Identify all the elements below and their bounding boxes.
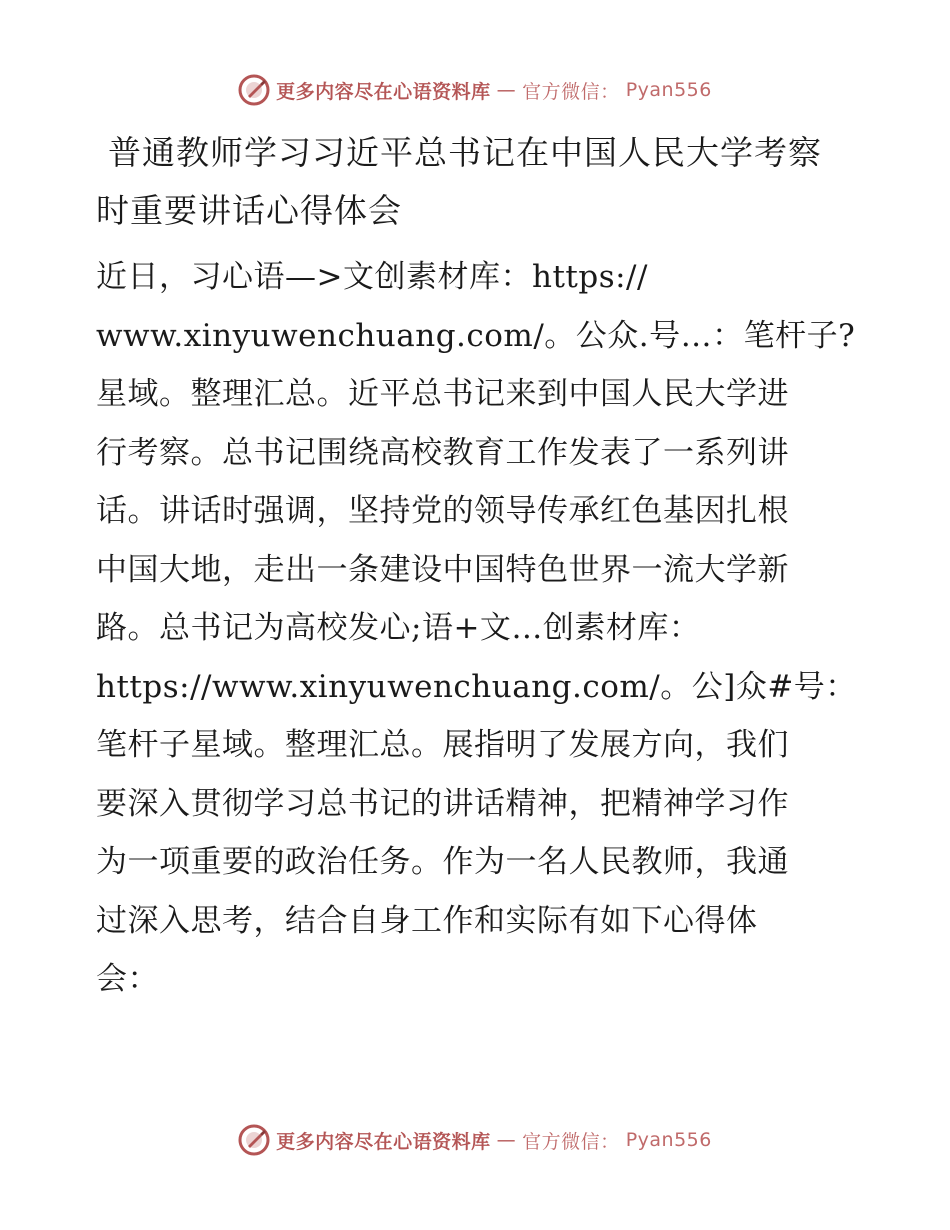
footer-banner <box>0 1120 950 1160</box>
body-line: 过深入思考，结合自身工作和实际有如下心得体 <box>96 902 758 939</box>
banner-dash: — <box>496 1129 517 1151</box>
body-line: 路。总书记为高校发心;语+文…创素材库： <box>96 610 701 646</box>
banner-wechat-label: 官方微信： <box>522 1130 620 1153</box>
banner-wechat-id: Pyan556 <box>625 79 712 101</box>
title-line: 普通教师学习习近平总书记在中国人民大学考察 <box>108 133 822 172</box>
body-line: 要深入贯彻学习总书记的讲话精神，把精神学习作 <box>96 785 789 822</box>
title-line: 时重要讲话心得体会 <box>96 191 402 230</box>
body-line: 行考察。总书记围绕高校教育工作发表了一系列讲 <box>96 434 789 471</box>
body-line: www.xinyuwenchuang.com/。公众.号…：笔杆子? <box>96 317 856 354</box>
body-line: https://www.xinyuwenchuang.com/。公]众#号： <box>96 668 857 705</box>
body-line: 近日，习心语—>文创素材库：https:// <box>96 259 648 295</box>
banner-wechat-label: 官方微信： <box>522 80 620 103</box>
banner-main-text: 更多内容尽在心语资料库 <box>276 80 491 103</box>
body-line: 星域。整理汇总。近平总书记来到中国人民大学进 <box>96 376 789 412</box>
body-line: 为一项重要的政治任务。作为一名人民教师，我通 <box>96 844 789 880</box>
brand-logo-icon <box>238 74 270 106</box>
brand-logo-icon <box>238 1124 270 1156</box>
body-line: 笔杆子星域。整理汇总。展指明了发展方向，我们 <box>96 727 789 763</box>
header-banner <box>0 70 950 110</box>
document-body <box>96 248 857 1009</box>
body-line: 中国大地，走出一条建设中国特色世界一流大学新 <box>96 551 789 588</box>
banner-main-text: 更多内容尽在心语资料库 <box>276 1130 491 1153</box>
body-line: 会： <box>96 961 159 997</box>
banner-dash: — <box>496 79 517 101</box>
banner-wechat-id: Pyan556 <box>625 1129 712 1151</box>
body-line: 话。讲话时强调，坚持党的领导传承红色基因扎根 <box>96 493 789 529</box>
document-title <box>96 124 856 240</box>
